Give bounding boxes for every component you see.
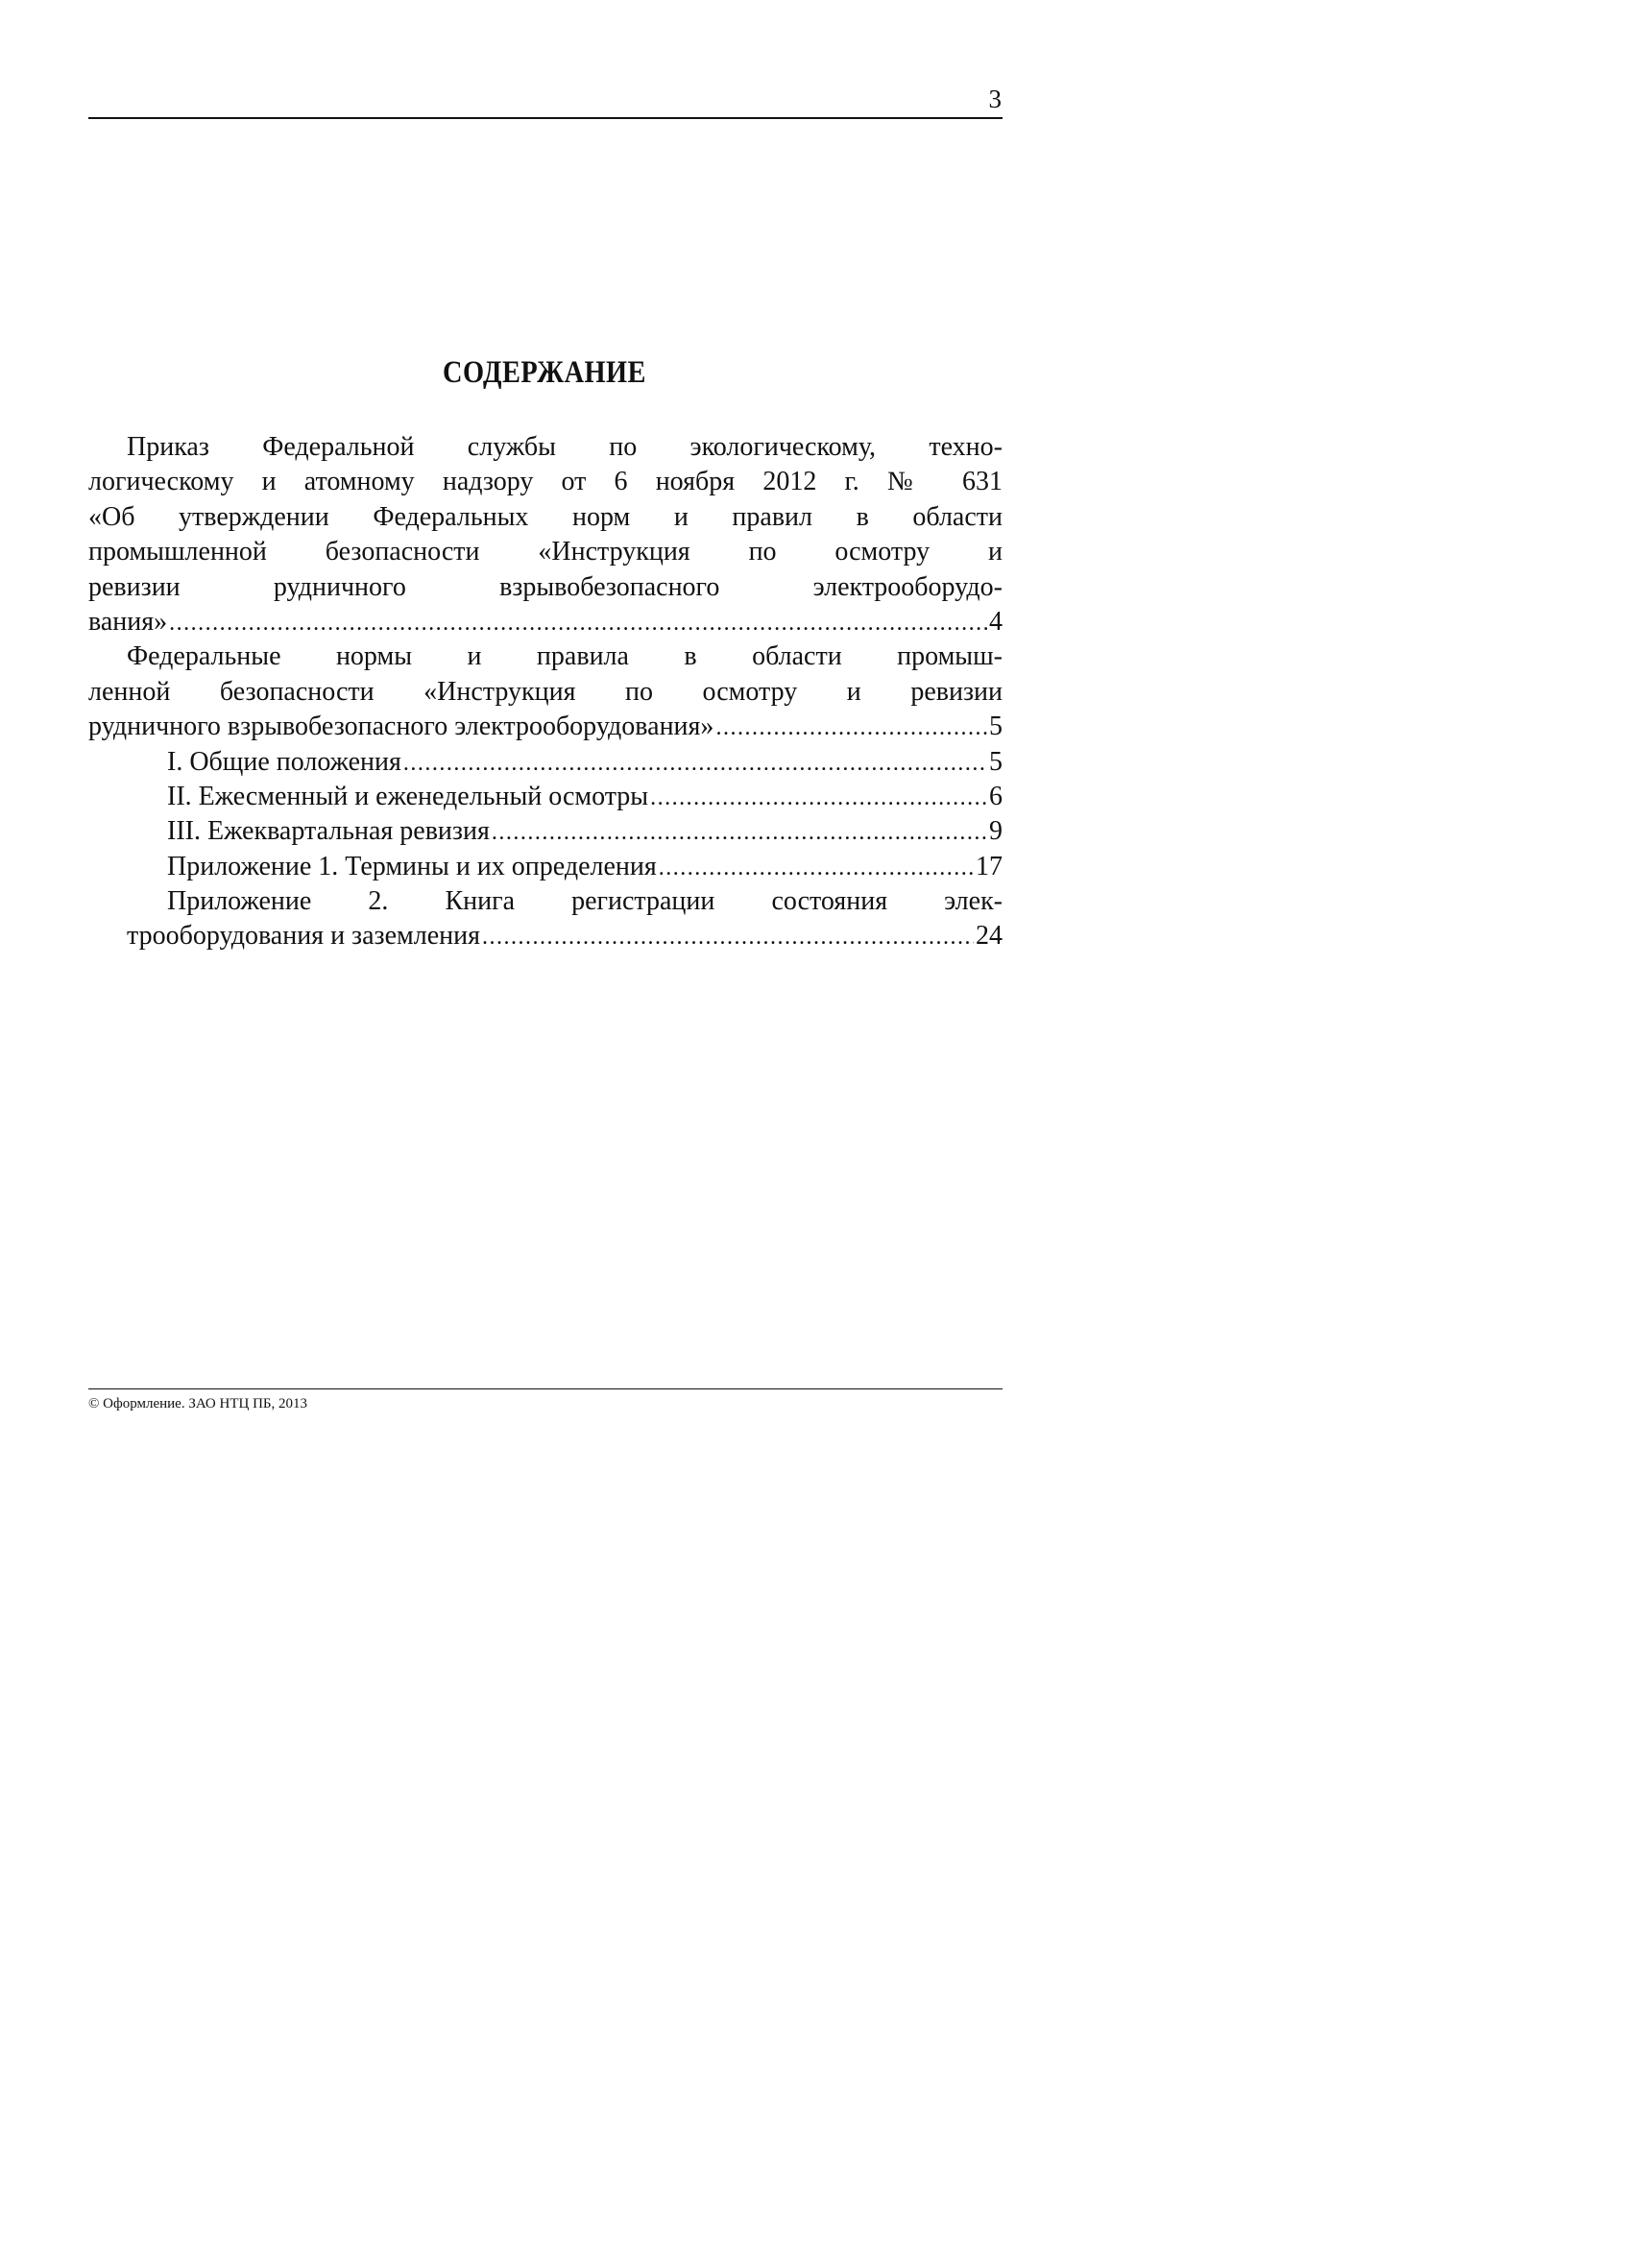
toc-entry-section-1[interactable] — [88, 745, 1003, 780]
toc-entry-text: трооборудования и заземления — [127, 921, 480, 952]
toc-entry-appendix-2[interactable] — [88, 884, 1003, 954]
toc-entry-section-2[interactable] — [88, 780, 1003, 814]
toc-entry-section-3[interactable] — [88, 814, 1003, 849]
toc-page-number: 5 — [989, 712, 1003, 742]
toc-page-number: 4 — [989, 606, 1003, 637]
toc-entry-text: I. Общие положения — [167, 746, 401, 777]
footer-rule — [88, 1388, 1003, 1389]
toc-page-number: 24 — [976, 921, 1003, 952]
dot-leader — [403, 746, 987, 781]
toc-entry-line: ленной безопасности «Инструкция по осмотру и ревизии — [88, 676, 1003, 707]
toc-page-number: 5 — [989, 746, 1003, 777]
dot-leader — [715, 711, 987, 745]
toc-entry-appendix-1[interactable] — [88, 850, 1003, 884]
toc-page-number: 9 — [989, 816, 1003, 847]
toc-entry-line: «Об утверждении Федеральных норм и правил в области — [88, 501, 1003, 532]
toc-entry-text: III. Ежеквартальная ревизия — [167, 816, 490, 847]
toc-entry-last-line — [88, 919, 1003, 953]
toc-entry-line: промышленной безопасности «Инструкция по осмотру и — [88, 537, 1003, 567]
dot-leader — [492, 815, 987, 850]
toc-entry-text: II. Ежесменный и еженедельный осмотры — [167, 781, 649, 811]
toc-page-number: 6 — [989, 781, 1003, 811]
dot-leader — [482, 920, 974, 954]
page-number: 3 — [988, 84, 1002, 113]
dot-leader — [169, 606, 987, 640]
toc-entry-line: логическому и атомному надзору от 6 ноября 2012 г. № 631 — [88, 467, 1003, 497]
toc-entry-text: вания» — [88, 606, 168, 637]
toc-entry-last-line — [88, 710, 1003, 744]
toc-entry-order[interactable] — [88, 430, 1003, 639]
page-title: СОДЕРЖАНИЕ — [443, 355, 646, 390]
header-rule — [88, 117, 1003, 119]
toc-entry-line: Приказ Федеральной службы по экологическому, техно- — [127, 432, 1003, 462]
toc-entry-line: ревизии рудничного взрывобезопасного электрооборудо- — [88, 571, 1003, 602]
toc-entry-text: рудничного взрывобезопасного электрооборудования» — [88, 712, 714, 742]
toc-entry-last-line — [88, 605, 1003, 639]
toc-page-number: 17 — [976, 851, 1003, 881]
toc-entry-federal-norms[interactable] — [88, 639, 1003, 744]
toc-entry-line: Федеральные нормы и правила в области промыш- — [127, 641, 1003, 672]
copyright-footer: © Оформление. ЗАО НТЦ ПБ, 2013 — [88, 1396, 308, 1411]
dot-leader — [659, 851, 974, 885]
dot-leader — [650, 781, 987, 815]
toc-entry-line: Приложение 2. Книга регистрации состояния элек- — [167, 886, 1003, 917]
toc-entry-text: Приложение 1. Термины и их определения — [167, 851, 657, 881]
table-of-contents — [88, 430, 1003, 954]
